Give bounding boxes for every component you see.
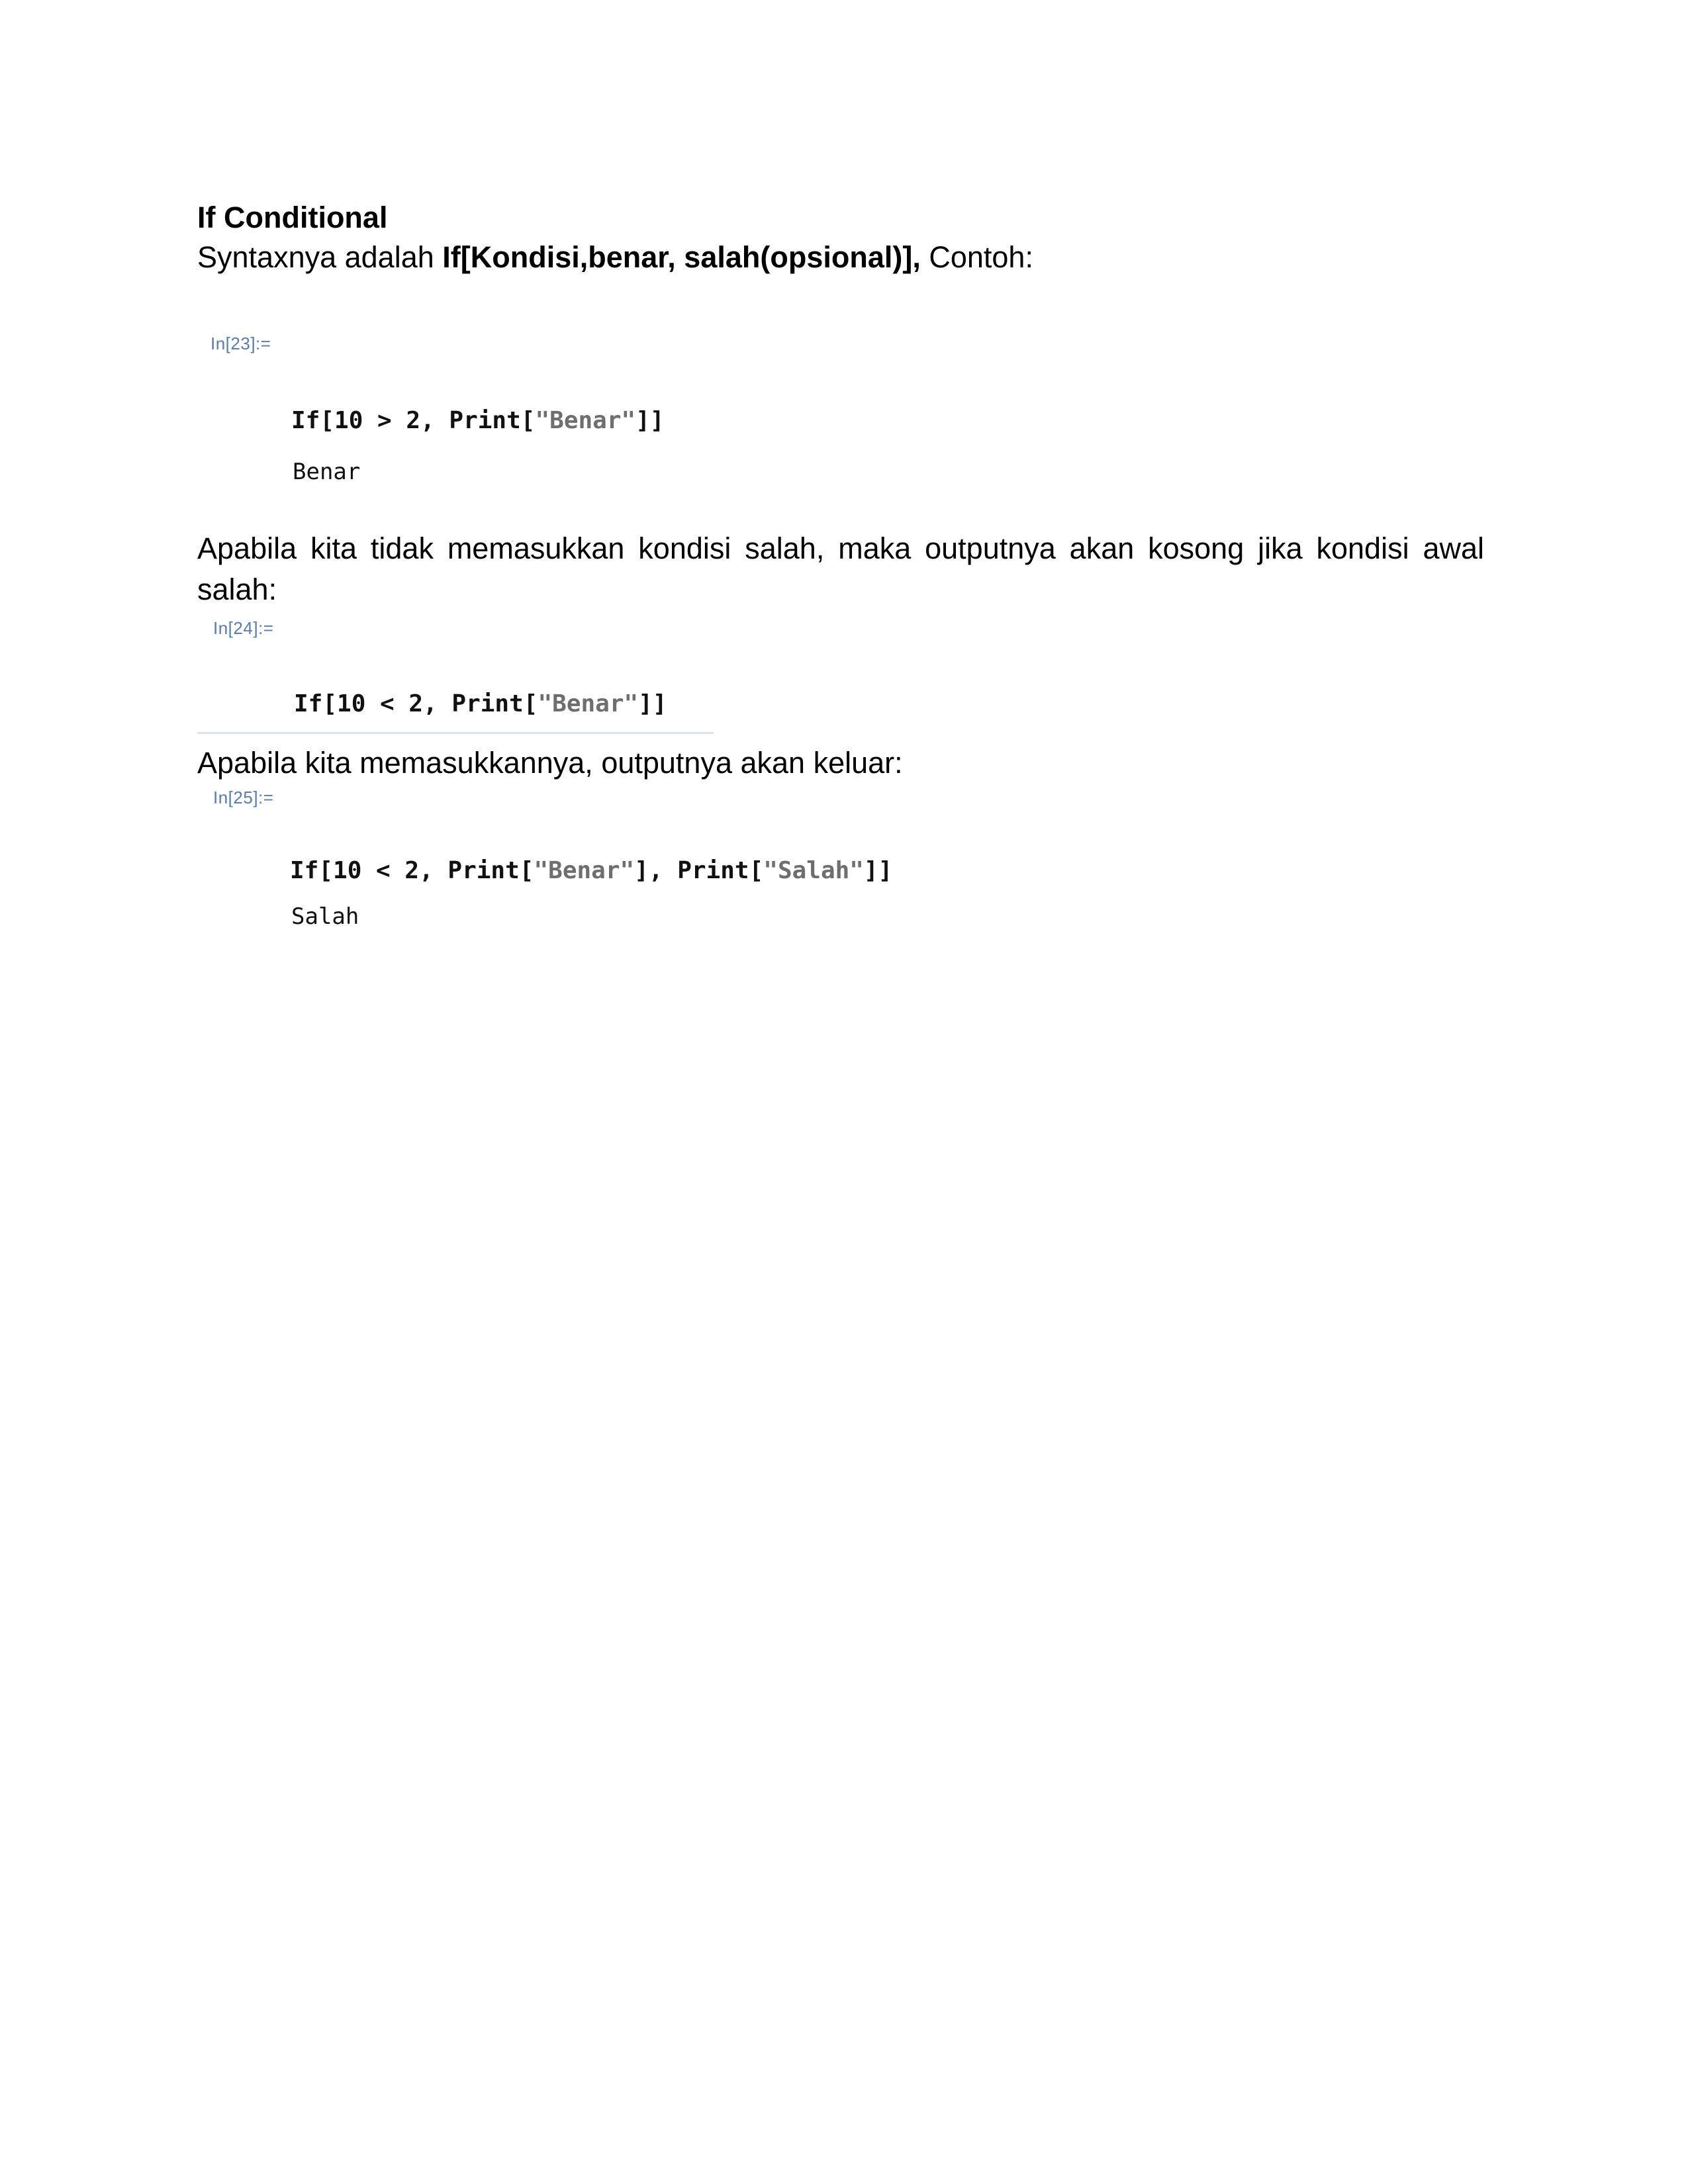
input-cell-label: In[24]:=	[213, 618, 274, 638]
syntax-suffix: Contoh:	[920, 240, 1033, 274]
section-heading: If Conditional	[197, 201, 388, 234]
input-cell-label: In[23]:=	[211, 334, 271, 353]
code-string: "Benar"	[534, 857, 635, 884]
code-tail: ]]	[863, 857, 893, 884]
code-input	[290, 855, 892, 887]
code-output: Benar	[293, 459, 361, 485]
code-input	[291, 405, 665, 437]
code-string: "Salah"	[763, 857, 864, 884]
syntax-description	[197, 237, 1033, 278]
syntax-signature: If[Kondisi,benar, salah(opsional)],	[442, 240, 921, 274]
code-head: If[10 < 2, Print[	[294, 690, 538, 717]
syntax-prefix: Syntaxnya adalah	[197, 240, 443, 274]
code-output: Salah	[291, 903, 359, 930]
code-mid: ], Print[	[634, 857, 764, 884]
cell-divider	[197, 732, 714, 734]
code-string: "Benar"	[538, 690, 639, 717]
code-head: If[10 < 2, Print[	[290, 857, 534, 884]
code-string: "Benar"	[535, 407, 636, 434]
code-tail: ]]	[638, 690, 667, 717]
code-tail: ]]	[635, 407, 665, 434]
code-head: If[10 > 2, Print[	[291, 407, 536, 434]
code-input	[294, 688, 667, 720]
paragraph-with-false: Apabila kita memasukkannya, outputnya akan keluar:	[197, 746, 903, 780]
paragraph-missing-false: Apabila kita tidak memasukkan kondisi salah, maka outputnya akan kosong jika kondisi awal salah:	[197, 531, 1484, 606]
input-cell-label: In[25]:=	[213, 788, 274, 807]
